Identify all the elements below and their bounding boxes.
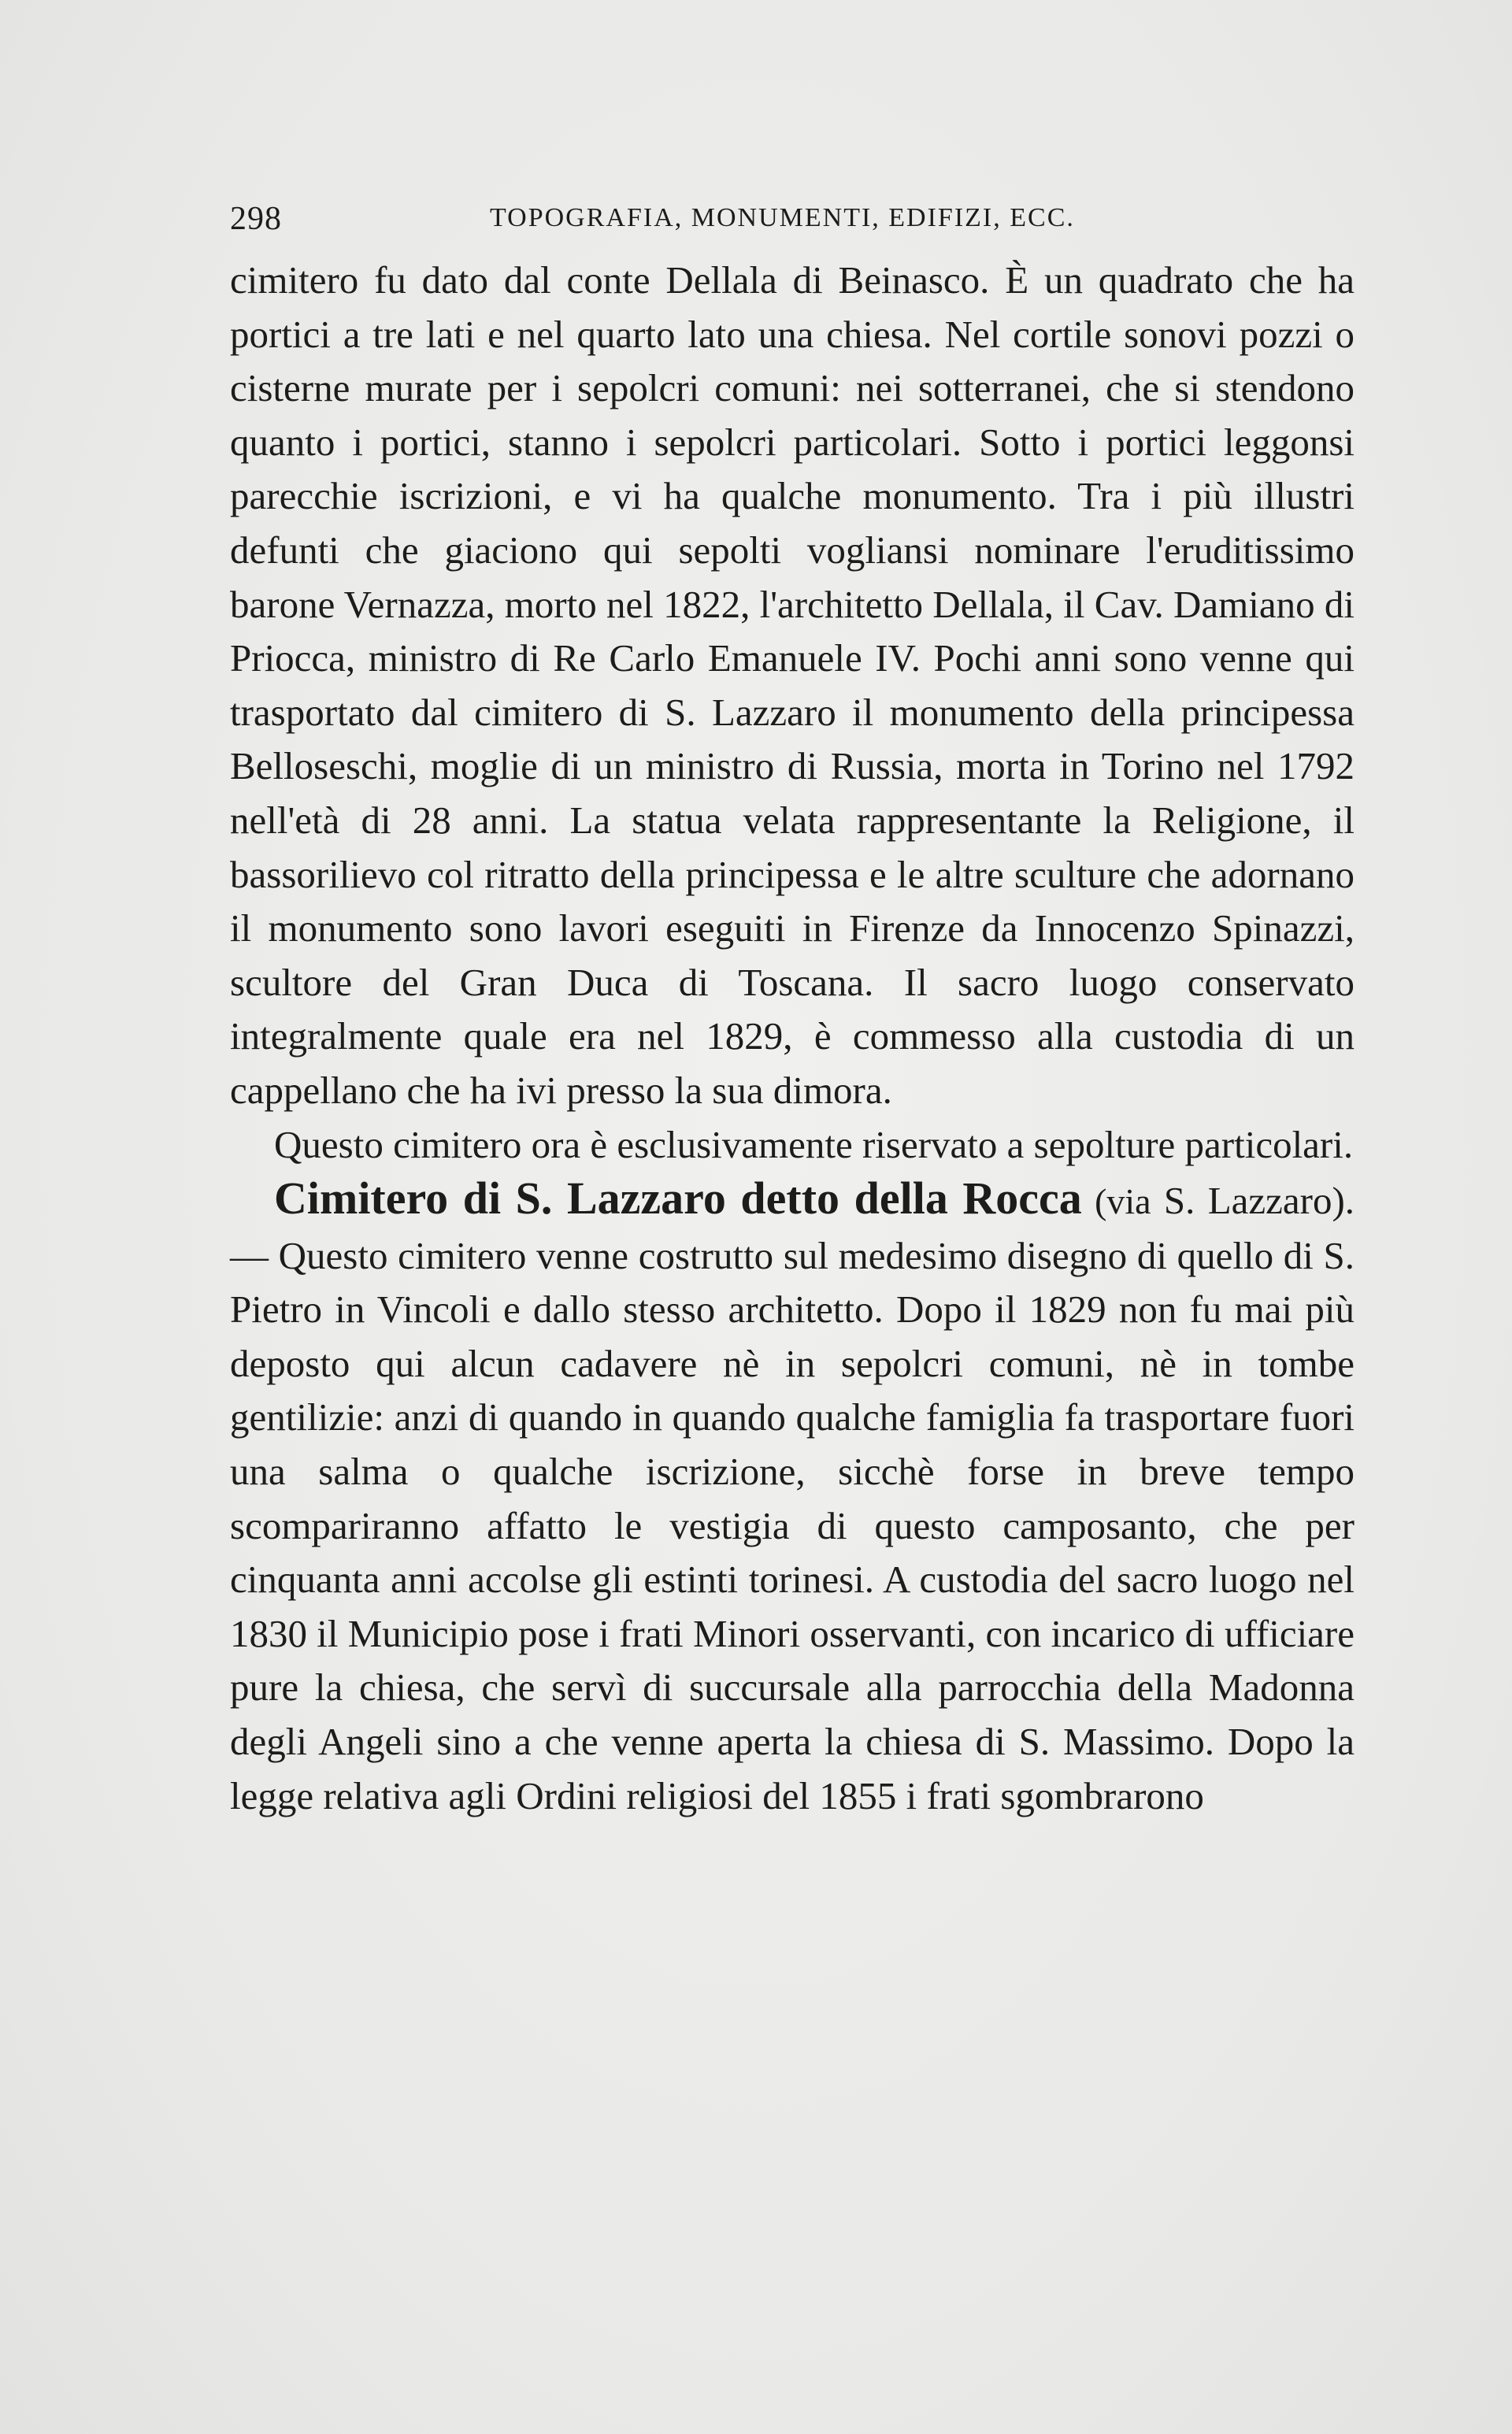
page-header (230, 189, 1354, 244)
section-paragraph (230, 1172, 1354, 1823)
body-text (230, 254, 1354, 1823)
paragraph-1: cimitero fu dato dal conte Dellala di Beinasco. È un quadrato che ha portici a tre lati e nel quarto lato una chiesa. Nel cortile sonovi pozzi o cisterne murate per i sepolcri comuni: nei sotterranei, che si stendono quanto i portici, stanno i sepolcri particolari. Sotto i portici leggonsi parecchie iscrizioni, e vi ha qualche monumento. Tra i più illustri defunti che giaciono qui sepolti vogliansi nominare l'eruditissimo barone Vernazza, morto nel 1822, l'architetto Dellala, il Cav. Damiano di Priocca, ministro di Re Carlo Emanuele IV. Pochi anni sono venne qui trasportato dal cimitero di S. Lazzaro il monumento della principessa Belloseschi, moglie di un ministro di Russia, morta in Torino nel 1792 nell'età di 28 anni. La statua velata rappresentante la Religione, il bassorilievo col ritratto della principessa e le altre sculture che adornano il monumento sono lavori eseguiti in Firenze da Innocenzo Spinazzi, scultore del Gran Duca di Toscana. Il sacro luogo conservato integralmente quale era nel 1829, è commesso alla custodia di un cappellano che ha ivi presso la sua dimora. (230, 258, 1354, 1112)
paragraph-2: Questo cimitero ora è esclusivamente riservato a sepolture particolari. (274, 1122, 1354, 1166)
section-heading: Cimitero di S. Lazzaro detto della Rocca (274, 1173, 1082, 1224)
page-number: 298 (230, 201, 282, 237)
running-head: TOPOGRAFIA, MONUMENTI, EDIFIZI, ECC. (490, 203, 1075, 232)
section-heading-note: (via (1095, 1181, 1151, 1222)
paragraph-3: S. Lazzaro). — Questo cimitero venne costrutto sul medesimo disegno di quello di S. Pietro in Vincoli e dallo stesso architetto. Dopo il 1829 non fu mai più deposto qui alcun cadavere nè in sepolcri comuni, nè in tombe gentilizie: anzi di quando in quando qualche famiglia fa trasportare fuori una salma o qualche iscrizione, sicchè forse in breve tempo scompariranno affatto le vestigia di questo camposanto, che per cinquanta anni accolse gli estinti torinesi. A custodia del sacro luogo nel 1830 il Municipio pose i frati Minori osservanti, con incarico di ufficiare pure la chiesa, che servì di succursale alla parrocchia della Madonna degli Angeli sino a che venne aperta la chiesa di S. Massimo. Dopo la legge relativa agli Ordini religiosi del 1855 i frati sgombrarono (230, 1179, 1355, 1817)
